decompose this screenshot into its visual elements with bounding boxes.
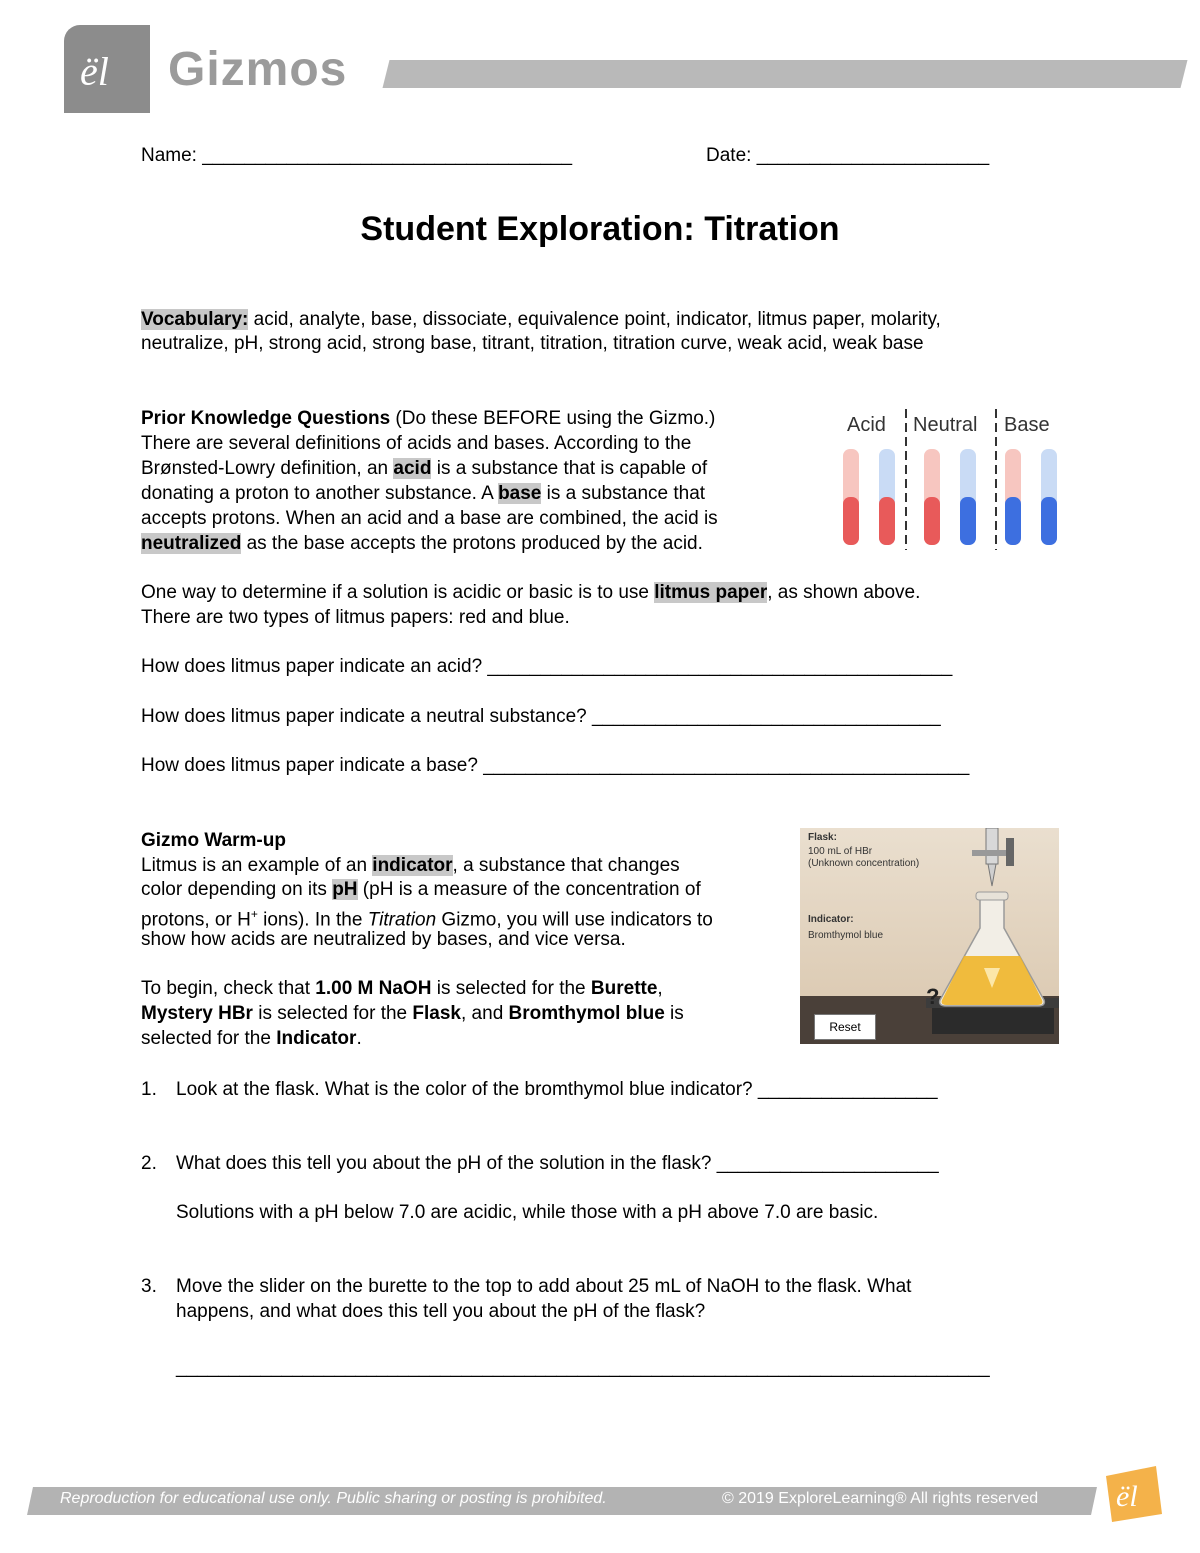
litmus-strip-acid-red bbox=[843, 449, 859, 545]
litmus-paper-image bbox=[838, 405, 1068, 555]
term-acid: acid bbox=[393, 458, 432, 479]
litmus-text: One way to determine if a solution is acidic or basic is to use bbox=[141, 582, 655, 603]
term-ph: pH bbox=[332, 879, 358, 900]
term-neutralized: neutralized bbox=[141, 533, 242, 554]
footer-disclaimer: Reproduction for educational use only. Public sharing or posting is prohibited. bbox=[60, 1490, 607, 1507]
prior-text: as the base accepts the protons produced by the acid. bbox=[241, 533, 703, 554]
logo-mark-icon bbox=[64, 25, 150, 113]
naoh-bold: 1.00 M NaOH bbox=[315, 978, 432, 999]
base-label: Base bbox=[1004, 414, 1050, 436]
warmup-text: Gizmo, you will use indicators to bbox=[436, 909, 713, 931]
footer-logo-icon bbox=[1098, 1462, 1166, 1524]
gizmo-flask-note: (Unknown concentration) bbox=[808, 858, 920, 869]
date-field[interactable]: Date: ______________________ bbox=[706, 145, 990, 166]
warmup-line bbox=[141, 976, 663, 1001]
prior-text: is a substance that is capable of bbox=[431, 458, 708, 479]
litmus-text-line bbox=[141, 580, 920, 605]
gizmo-screenshot bbox=[800, 828, 1059, 1044]
question-base[interactable]: How does litmus paper indicate a base? ______________________________________________ bbox=[141, 755, 970, 776]
bromthymol-bold: Bromthymol blue bbox=[508, 1003, 665, 1024]
question-2[interactable]: What does this tell you about the pH of the solution in the flask? _____________________ bbox=[176, 1153, 939, 1174]
prior-text-line: accepts protons. When an acid and a base are combined, the acid is bbox=[141, 508, 718, 529]
question-neutral[interactable]: How does litmus paper indicate a neutral substance? _________________________________ bbox=[141, 706, 941, 727]
hbr-bold: Mystery HBr bbox=[141, 1003, 253, 1024]
litmus-strip-base-blue bbox=[1041, 449, 1057, 545]
litmus-strip-acid-blue bbox=[879, 449, 895, 545]
vocabulary-label: Vocabulary: bbox=[141, 309, 249, 330]
page-title: Student Exploration: Titration bbox=[360, 210, 840, 248]
warmup-text: . bbox=[356, 1028, 362, 1049]
superscript-plus: + bbox=[250, 907, 258, 921]
litmus-strip-neutral-red bbox=[924, 449, 940, 545]
burette-bold: Burette bbox=[590, 978, 658, 999]
warmup-heading-text: Gizmo Warm-up bbox=[141, 830, 286, 851]
name-field[interactable]: Name: ___________________________________ bbox=[141, 145, 573, 166]
question-number: 3. bbox=[141, 1276, 157, 1297]
warmup-line: show how acids are neutralized by bases, and vice versa. bbox=[141, 929, 626, 950]
warmup-line bbox=[141, 1026, 362, 1051]
question-number: 1. bbox=[141, 1079, 157, 1100]
titration-italic: Titration bbox=[367, 909, 437, 931]
mystery-mark: ? bbox=[926, 984, 940, 1009]
litmus-text: , as shown above. bbox=[767, 582, 921, 603]
question-acid[interactable]: How does litmus paper indicate an acid? ____________________________________________ bbox=[141, 656, 953, 677]
warmup-text: is selected for the bbox=[252, 1003, 413, 1024]
prior-text-line bbox=[141, 481, 705, 506]
question-number: 2. bbox=[141, 1153, 157, 1174]
explorelearning-logo bbox=[64, 25, 150, 113]
warmup-text: ions). In the bbox=[257, 909, 368, 931]
warmup-text: color depending on its bbox=[141, 879, 333, 900]
neutral-label: Neutral bbox=[913, 414, 978, 436]
footer-copyright: © 2019 ExploreLearning® All rights reserved bbox=[722, 1490, 1039, 1507]
vocabulary-line-2: neutralize, pH, strong acid, strong base, titrant, titration, titration curve, weak acid, weak base bbox=[141, 333, 924, 354]
prior-heading-text: Prior Knowledge Questions bbox=[141, 408, 391, 429]
warmup-text: protons, or H bbox=[141, 909, 251, 931]
litmus-text-line: There are two types of litmus papers: red and blue. bbox=[141, 607, 570, 628]
warmup-text: , and bbox=[461, 1003, 509, 1024]
litmus-strip-base-red bbox=[1005, 449, 1021, 545]
warmup-text: selected for the bbox=[141, 1028, 277, 1049]
question-3-line-1: Move the slider on the burette to the top to add about 25 mL of NaOH to the flask. What bbox=[176, 1276, 912, 1297]
ph-note: Solutions with a pH below 7.0 are acidic, while those with a pH above 7.0 are basic. bbox=[176, 1202, 879, 1223]
vocabulary-line-1 bbox=[141, 307, 941, 332]
prior-text-line bbox=[141, 456, 707, 481]
gizmo-indicator-value: Bromthymol blue bbox=[808, 930, 884, 941]
warmup-heading bbox=[141, 828, 286, 853]
gizmos-brand: Gizmos bbox=[168, 43, 348, 96]
term-indicator: indicator bbox=[372, 855, 453, 876]
flask-bold: Flask bbox=[412, 1003, 461, 1024]
warmup-text: , bbox=[657, 978, 663, 999]
gizmo-flask-value: 100 mL of HBr bbox=[808, 846, 873, 857]
question-3-answer[interactable]: _____________________________________________________________________________ bbox=[176, 1357, 990, 1378]
prior-text-line bbox=[141, 531, 703, 556]
header-bar bbox=[383, 60, 1188, 88]
gizmo-indicator-label: Indicator: bbox=[808, 914, 854, 925]
footer-logo-glyph: ël bbox=[1116, 1480, 1138, 1513]
term-base: base bbox=[498, 483, 542, 504]
warmup-line bbox=[141, 1001, 684, 1026]
question-3-line-2: happens, and what does this tell you about the pH of the flask? bbox=[176, 1301, 706, 1322]
warmup-text: (pH is a measure of the concentration of bbox=[357, 879, 701, 900]
warmup-text: Litmus is an example of an bbox=[141, 855, 373, 876]
acid-label: Acid bbox=[847, 414, 886, 436]
vocabulary-text-1: acid, analyte, base, dissociate, equivalence point, indicator, litmus paper, molarity, bbox=[248, 309, 941, 330]
reset-button[interactable]: Reset bbox=[814, 1014, 876, 1040]
prior-text: is a substance that bbox=[541, 483, 706, 504]
gizmo-flask-label: Flask: bbox=[808, 832, 837, 843]
litmus-strip-neutral-blue bbox=[960, 449, 976, 545]
question-1[interactable]: Look at the flask. What is the color of the bromthymol blue indicator? _________________ bbox=[176, 1079, 938, 1100]
warmup-text: is bbox=[664, 1003, 684, 1024]
prior-text: Brønsted-Lowry definition, an bbox=[141, 458, 394, 479]
prior-text: donating a proton to another substance. A bbox=[141, 483, 499, 504]
prior-heading-note: (Do these BEFORE using the Gizmo.) bbox=[390, 408, 716, 429]
prior-text-line: There are several definitions of acids and bases. According to the bbox=[141, 433, 692, 454]
term-litmus-paper: litmus paper bbox=[654, 582, 768, 603]
warmup-text: To begin, check that bbox=[141, 978, 316, 999]
indicator-bold: Indicator bbox=[276, 1028, 357, 1049]
logo-glyph: ël bbox=[80, 49, 109, 94]
prior-knowledge-heading bbox=[141, 406, 715, 431]
warmup-text: , a substance that changes bbox=[452, 855, 680, 876]
warmup-text: is selected for the bbox=[431, 978, 591, 999]
warmup-line bbox=[141, 877, 701, 902]
warmup-line bbox=[141, 853, 680, 878]
